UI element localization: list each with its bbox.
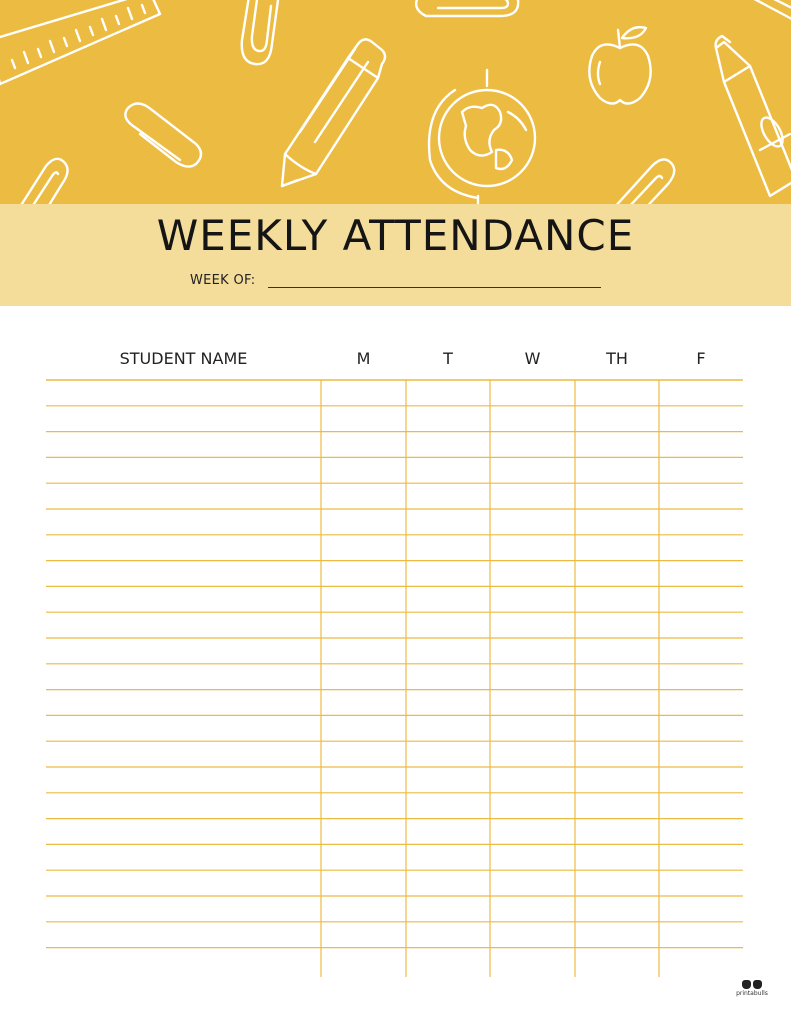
column-header-student-name: STUDENT NAME [119, 349, 248, 368]
globe-icon [429, 70, 535, 204]
printabulls-logo [732, 980, 772, 997]
header-banner [0, 0, 791, 204]
column-header-thursday: TH [606, 349, 628, 368]
column-header-monday: M [356, 349, 371, 368]
apple-icon [589, 27, 650, 103]
column-header-tuesday: T [443, 349, 453, 368]
paperclip-icon [416, 0, 518, 16]
week-of-field[interactable] [268, 287, 601, 288]
paperclip-icon [745, 0, 791, 30]
ruler-icon [0, 0, 160, 84]
page-title: WEEKLY ATTENDANCE [156, 211, 635, 260]
column-header-wednesday: W [524, 349, 541, 368]
pencil-icon [282, 39, 385, 186]
crayon-icon [716, 36, 791, 196]
week-of-label: WEEK OF: [190, 273, 256, 288]
bull-icon [732, 980, 772, 989]
paperclip-icon [18, 159, 68, 204]
column-header-friday: F [696, 349, 706, 368]
paperclip-icon [242, 0, 278, 64]
paperclip-icon [125, 103, 201, 166]
logo-text: printabulls [736, 990, 768, 997]
paperclip-icon [612, 159, 674, 204]
